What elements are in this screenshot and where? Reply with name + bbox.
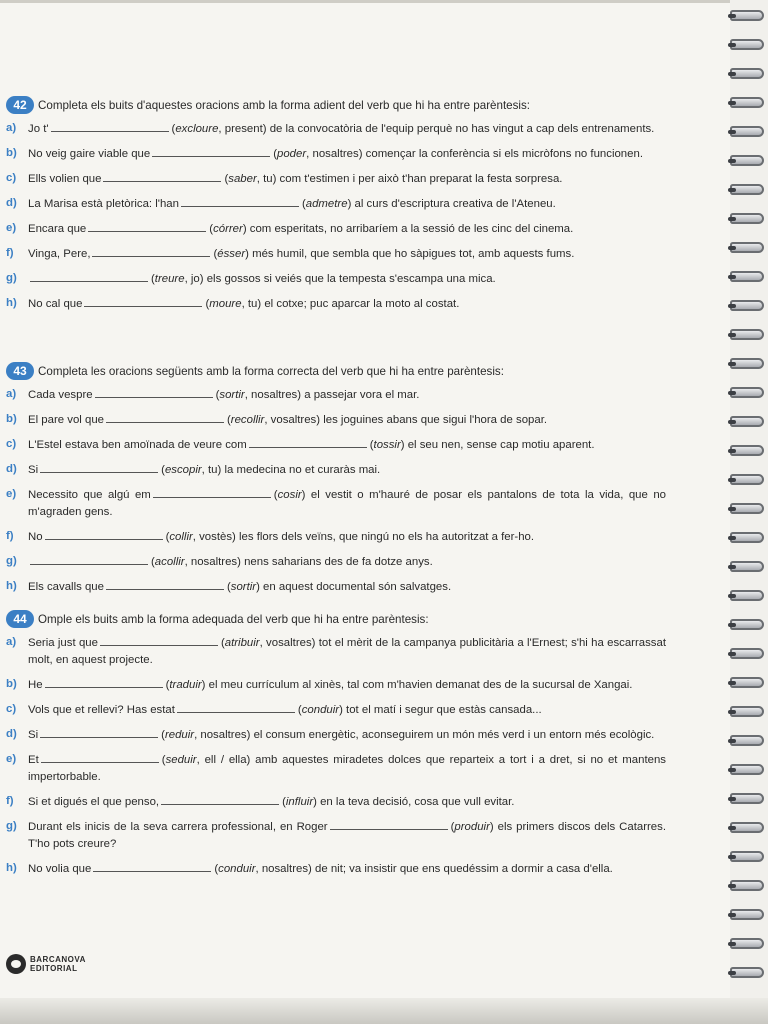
item-text-before: He xyxy=(28,679,43,691)
exercise-item xyxy=(6,461,666,479)
item-verb: produir xyxy=(454,821,490,833)
brand-line-1: BARCANOVA xyxy=(30,955,86,964)
item-verb: moure xyxy=(209,298,242,310)
spiral-ring xyxy=(730,387,764,398)
item-hint: ) xyxy=(201,679,206,691)
exercise-item xyxy=(6,860,666,878)
item-text: Durant els inicis de la seva carrera professional, en Roger (produir) els primers discos dels Catarres. T'ho pots creure? xyxy=(28,818,666,853)
exercise-item xyxy=(6,436,666,454)
item-hint: , nosaltres) xyxy=(255,863,312,875)
spiral-ring xyxy=(730,184,764,195)
item-text-before: Jo t' xyxy=(28,123,49,135)
spiral-binding xyxy=(728,0,768,1000)
item-text-after: les joguines abans que sigui l'hora de sopar. xyxy=(320,414,548,426)
item-hint: ) xyxy=(347,198,352,210)
item-text-before: La Marisa està pletòrica: l'han xyxy=(28,198,179,210)
item-text-after: al curs d'escriptura creativa de l'Ateneu. xyxy=(351,198,556,210)
item-letter: d) xyxy=(6,463,17,475)
answer-blank[interactable] xyxy=(152,145,270,157)
answer-blank[interactable] xyxy=(30,553,148,565)
spiral-ring xyxy=(730,851,764,862)
item-text-after: de nit; va insistir que ens quedéssim a dormir a casa d'ella. xyxy=(311,863,613,875)
item-verb: treure xyxy=(154,273,185,285)
item-verb: atribuir xyxy=(224,637,260,649)
exercise-item xyxy=(6,793,666,811)
item-verb: saber xyxy=(228,173,257,185)
spiral-ring xyxy=(730,329,764,340)
item-letter: g) xyxy=(6,820,17,832)
item-letter: a) xyxy=(6,122,17,134)
item-hint: , ell / ella) xyxy=(196,754,251,766)
item-verb: recollir xyxy=(230,414,265,426)
item-text: (acollir, nosaltres) nens saharians des de fa dotze anys. xyxy=(28,553,666,571)
item-text: (treure, jo) els gossos si veiés que la tempesta s'escampa una mica. xyxy=(28,270,666,288)
answer-blank[interactable] xyxy=(106,411,224,423)
barcanova-logo-icon xyxy=(6,954,26,974)
item-text-after: de la convocatòria de l'equip perquè no has vingut a cap dels entrenaments. xyxy=(266,123,655,135)
item-text: Els cavalls que (sortir) en aquest documental són salvatges. xyxy=(28,578,666,596)
exercise-item xyxy=(6,528,666,546)
spiral-ring xyxy=(730,619,764,630)
item-hint: , nosaltres) xyxy=(184,556,241,568)
item-verb: traduir xyxy=(169,679,202,691)
exercise-44 xyxy=(6,610,666,885)
item-hint: , tu) xyxy=(256,173,277,185)
item-text: Cada vespre (sortir, nosaltres) a passejar vora el mar. xyxy=(28,386,666,404)
item-text-before: Et xyxy=(28,754,39,766)
item-hint: , nosaltres) xyxy=(194,729,251,741)
item-verb: admetre xyxy=(305,198,348,210)
spiral-ring xyxy=(730,242,764,253)
item-text: Vinga, Pere, (ésser) més humil, que sembla que ho sàpigues tot, amb aquests fums. xyxy=(28,245,666,263)
exercise-item xyxy=(6,726,666,744)
item-letter: d) xyxy=(6,197,17,209)
item-letter: e) xyxy=(6,753,17,765)
item-text-before: Necessito que algú em xyxy=(28,489,151,501)
exercise-number-badge: 44 xyxy=(6,610,34,628)
item-verb: escopir xyxy=(164,464,202,476)
item-text-after: a passejar vora el mar. xyxy=(301,389,420,401)
item-letter: g) xyxy=(6,555,17,567)
spiral-ring xyxy=(730,793,764,804)
answer-blank[interactable] xyxy=(330,818,448,830)
item-text-after: com t'estimen i per això t'han preparat la festa sorpresa. xyxy=(276,173,563,185)
item-text-after: en la teva decisió, cosa que vull evitar. xyxy=(316,796,515,808)
item-text: El pare vol que (recollir, vosaltres) les joguines abans que sigui l'hora de sopar. xyxy=(28,411,666,429)
item-letter: h) xyxy=(6,580,17,592)
spiral-ring xyxy=(730,532,764,543)
item-hint: , vosaltres) xyxy=(259,637,316,649)
item-text: Et (seduir, ell / ella) amb aquestes miradetes dolces que reparteix a tort i a dret, si no et mantens impertorbable. xyxy=(28,751,666,786)
item-text-before: Els cavalls que xyxy=(28,581,104,593)
spiral-ring xyxy=(730,155,764,166)
item-verb: sortir xyxy=(219,389,245,401)
item-text-before: No volia que xyxy=(28,863,92,875)
exercise-item xyxy=(6,701,666,719)
item-text-before: Vinga, Pere, xyxy=(28,248,91,260)
answer-blank[interactable] xyxy=(40,461,158,473)
answer-blank[interactable] xyxy=(161,793,279,805)
exercise-item xyxy=(6,270,666,288)
item-text-before: Durant els inicis de la seva carrera professional, en Roger xyxy=(28,821,328,833)
item-letter: b) xyxy=(6,413,17,425)
item-verb: seduir xyxy=(165,754,197,766)
answer-blank[interactable] xyxy=(88,220,206,232)
item-text-after: començar la conferència si els micròfons no funcionen. xyxy=(362,148,643,160)
answer-blank[interactable] xyxy=(95,386,213,398)
spiral-ring xyxy=(730,677,764,688)
item-text: L'Estel estava ben amoïnada de veure com (tossir) el seu nen, sense cap motiu aparent. xyxy=(28,436,666,454)
item-verb: poder xyxy=(277,148,307,160)
item-text-after: el cotxe; puc aparcar la moto al costat. xyxy=(261,298,460,310)
item-text-before: Si xyxy=(28,729,39,741)
item-hint: , tu) xyxy=(241,298,262,310)
item-text: Encara que (córrer) com esperitats, no arribaríem a la sessió de les cinc del cinema. xyxy=(28,220,666,238)
item-letter: a) xyxy=(6,636,17,648)
exercise-item xyxy=(6,386,666,404)
item-letter: f) xyxy=(6,247,14,259)
item-verb: excloure xyxy=(175,123,219,135)
spiral-ring xyxy=(730,822,764,833)
exercise-header xyxy=(6,96,666,114)
answer-blank[interactable] xyxy=(51,120,169,132)
brand-line-2: EDITORIAL xyxy=(30,964,78,973)
item-hint: ) xyxy=(339,704,343,716)
spiral-ring xyxy=(730,10,764,21)
item-verb: tossir xyxy=(373,439,401,451)
item-hint: ) xyxy=(400,439,405,451)
item-hint: , vostès) xyxy=(192,531,236,543)
item-text-before: No veig gaire viable que xyxy=(28,148,151,160)
item-hint: , jo) xyxy=(184,273,204,285)
item-text-after: tot el mèrit de la campanya publicitària a l'Ernest; s'hi ha escarrassat molt, en aquest projecte. xyxy=(28,637,666,666)
exercise-item xyxy=(6,220,666,238)
spiral-ring xyxy=(730,938,764,949)
item-text: Si (reduir, nosaltres) el consum energètic, aconseguirem un món més verd i un entorn més ecològic. xyxy=(28,726,666,744)
publisher-logo xyxy=(6,954,86,974)
item-hint: , tu) xyxy=(201,464,222,476)
exercise-42 xyxy=(6,96,666,320)
item-verb: acollir xyxy=(154,556,185,568)
page-bottom-shadow xyxy=(0,998,768,1024)
answer-blank[interactable] xyxy=(249,436,367,448)
item-letter: f) xyxy=(6,795,14,807)
item-hint: ) xyxy=(242,223,247,235)
exercise-item xyxy=(6,818,666,853)
spiral-ring xyxy=(730,126,764,137)
item-letter: e) xyxy=(6,488,17,500)
spiral-ring xyxy=(730,503,764,514)
item-letter: f) xyxy=(6,530,14,542)
item-hint: ) xyxy=(256,581,260,593)
item-text: No (collir, vostès) les flors dels veïns, que ningú no els ha autoritzat a fer-ho. xyxy=(28,528,666,546)
spiral-ring xyxy=(730,590,764,601)
answer-blank[interactable] xyxy=(41,751,159,763)
item-text-after: més humil, que sembla que ho sàpigues tot, amb aquests fums. xyxy=(248,248,575,260)
item-verb: ésser xyxy=(217,248,246,260)
spiral-ring xyxy=(730,97,764,108)
item-text: Si et digués el que penso, (influir) en la teva decisió, cosa que vull evitar. xyxy=(28,793,666,811)
item-letter: e) xyxy=(6,222,17,234)
exercise-item xyxy=(6,553,666,571)
item-text-before: L'Estel estava ben amoïnada de veure com xyxy=(28,439,247,451)
item-text: Necessito que algú em (cosir) el vestit o m'hauré de posar els pantalons de tota la vida, que no m'agraden gens. xyxy=(28,486,666,521)
exercise-item xyxy=(6,486,666,521)
item-text-after: el consum energètic, aconseguirem un món més verd i un entorn més ecològic. xyxy=(250,729,655,741)
item-letter: c) xyxy=(6,172,17,184)
item-text-after: els gossos si veiés que la tempesta s'escampa una mica. xyxy=(203,273,496,285)
exercise-item xyxy=(6,295,666,313)
item-text-before: No cal que xyxy=(28,298,83,310)
exercise-item xyxy=(6,578,666,596)
item-text: La Marisa està pletòrica: l'han (admetre) al curs d'escriptura creativa de l'Ateneu. xyxy=(28,195,666,213)
answer-blank[interactable] xyxy=(40,726,158,738)
item-verb: conduir xyxy=(218,863,256,875)
exercise-43 xyxy=(6,362,666,603)
answer-blank[interactable] xyxy=(177,701,295,713)
answer-blank[interactable] xyxy=(84,295,202,307)
item-text-before: Encara que xyxy=(28,223,87,235)
item-hint: , nosaltres) xyxy=(244,389,302,401)
page-top-edge xyxy=(0,0,730,3)
spiral-ring xyxy=(730,735,764,746)
item-text: Vols que et rellevi? Has estat (conduir) tot el matí i segur que estàs cansada... xyxy=(28,701,666,719)
item-letter: g) xyxy=(6,272,17,284)
item-verb: conduir xyxy=(301,704,340,716)
item-text: Si (escopir, tu) la medecina no et curaràs mai. xyxy=(28,461,666,479)
item-text: Jo t' (excloure, present) de la convocatòria de l'equip perquè no has vingut a cap dels entrenaments. xyxy=(28,120,666,138)
exercise-item xyxy=(6,634,666,669)
item-text: Seria just que (atribuir, vosaltres) tot el mèrit de la campanya publicitària a l'Ernest; s'hi ha escarrassat molt, en aquest projecte. xyxy=(28,634,666,669)
item-text-before: El pare vol que xyxy=(28,414,104,426)
answer-blank[interactable] xyxy=(103,170,221,182)
item-hint: ) xyxy=(245,248,249,260)
spiral-ring xyxy=(730,39,764,50)
answer-blank[interactable] xyxy=(106,578,224,590)
item-text-after: amb aquestes miradetes dolces que reparteix a tort i a dret, si no et mantens impertorbable. xyxy=(28,754,666,783)
item-letter: c) xyxy=(6,438,17,450)
item-text-before: Vols que et rellevi? Has estat xyxy=(28,704,175,716)
item-text-before: Seria just que xyxy=(28,637,98,649)
item-text-before: Cada vespre xyxy=(28,389,93,401)
spiral-ring xyxy=(730,271,764,282)
exercise-header xyxy=(6,362,666,380)
spiral-ring xyxy=(730,967,764,978)
answer-blank[interactable] xyxy=(92,245,210,257)
exercise-number-badge: 43 xyxy=(6,362,34,380)
item-text-after: el meu currículum al xinès, tal com m'havien demanat des de la sucursal de Xangai. xyxy=(205,679,633,691)
item-verb: reduir xyxy=(164,729,195,741)
item-text: No veig gaire viable que (poder, nosaltres) començar la conferència si els micròfons no funcionen. xyxy=(28,145,666,163)
spiral-ring xyxy=(730,648,764,659)
item-text-before: Ells volien que xyxy=(28,173,102,185)
exercise-instruction: Omple els buits amb la forma adequada del verb que hi ha entre parèntesis: xyxy=(38,612,429,626)
item-text-after: les flors dels veïns, que ningú no els ha autoritzat a fer-ho. xyxy=(235,531,535,543)
spiral-ring xyxy=(730,474,764,485)
item-text-after: nens saharians des de fa dotze anys. xyxy=(240,556,433,568)
item-letter: b) xyxy=(6,147,17,159)
exercise-item xyxy=(6,120,666,138)
spiral-ring xyxy=(730,300,764,311)
answer-blank[interactable] xyxy=(181,195,299,207)
item-letter: h) xyxy=(6,862,17,874)
item-text: No cal que (moure, tu) el cotxe; puc aparcar la moto al costat. xyxy=(28,295,666,313)
spiral-ring xyxy=(730,445,764,456)
exercise-header xyxy=(6,610,666,628)
answer-blank[interactable] xyxy=(45,676,163,688)
spiral-ring xyxy=(730,213,764,224)
item-text-after: com esperitats, no arribaríem a la sessió de les cinc del cinema. xyxy=(246,223,574,235)
spiral-ring xyxy=(730,909,764,920)
exercise-item xyxy=(6,411,666,429)
item-text-before: Si xyxy=(28,464,39,476)
item-hint: , nosaltres) xyxy=(306,148,363,160)
answer-blank[interactable] xyxy=(30,270,148,282)
answer-blank[interactable] xyxy=(93,860,211,872)
item-text-after: la medecina no et curaràs mai. xyxy=(221,464,381,476)
item-letter: d) xyxy=(6,728,17,740)
item-text: He (traduir) el meu currículum al xinès, tal com m'havien demanat des de la sucursal de Xangai. xyxy=(28,676,666,694)
exercise-number-badge: 42 xyxy=(6,96,34,114)
item-verb: collir xyxy=(169,531,193,543)
exercise-item xyxy=(6,751,666,786)
item-text: No volia que (conduir, nosaltres) de nit; va insistir que ens quedéssim a dormir a casa d'ella. xyxy=(28,860,666,878)
item-letter: a) xyxy=(6,388,17,400)
item-letter: b) xyxy=(6,678,17,690)
spiral-ring xyxy=(730,416,764,427)
exercise-item xyxy=(6,145,666,163)
spiral-ring xyxy=(730,68,764,79)
item-text-after: tot el matí i segur que estàs cansada... xyxy=(342,704,542,716)
answer-blank[interactable] xyxy=(45,528,163,540)
item-text-after: el seu nen, sense cap motiu aparent. xyxy=(404,439,595,451)
spiral-ring xyxy=(730,880,764,891)
item-hint: ) xyxy=(313,796,317,808)
spiral-ring xyxy=(730,561,764,572)
exercise-item xyxy=(6,170,666,188)
answer-blank[interactable] xyxy=(100,634,218,646)
spiral-ring xyxy=(730,706,764,717)
item-text-before: No xyxy=(28,531,43,543)
answer-blank[interactable] xyxy=(153,486,271,498)
item-text-after: el vestit o m'hauré de posar els pantalons de tota la vida, que no m'agraden gens. xyxy=(28,489,666,518)
item-hint: , vosaltres) xyxy=(264,414,321,426)
exercise-item xyxy=(6,676,666,694)
exercise-item xyxy=(6,195,666,213)
item-hint: ) xyxy=(301,489,306,501)
spiral-ring xyxy=(730,358,764,369)
item-text: Ells volien que (saber, tu) com t'estimen i per això t'han preparat la festa sorpresa. xyxy=(28,170,666,188)
spiral-ring xyxy=(730,764,764,775)
item-verb: sortir xyxy=(230,581,257,593)
item-verb: córrer xyxy=(213,223,243,235)
item-hint: ) xyxy=(489,821,494,833)
item-hint: , present) xyxy=(218,123,267,135)
item-letter: c) xyxy=(6,703,17,715)
exercise-item xyxy=(6,245,666,263)
item-text-before: Si et digués el que penso, xyxy=(28,796,160,808)
item-letter: h) xyxy=(6,297,17,309)
item-text-after: en aquest documental són salvatges. xyxy=(259,581,452,593)
item-text-after: els primers discos dels Catarres. T'ho pots creure? xyxy=(28,821,666,850)
item-verb: cosir xyxy=(277,489,302,501)
exercise-instruction: Completa els buits d'aquestes oracions amb la forma adient del verb que hi ha entre parèntesis: xyxy=(38,98,531,112)
exercise-instruction: Completa les oracions següents amb la forma correcta del verb que hi ha entre parèntesis: xyxy=(38,364,504,378)
item-verb: influir xyxy=(285,796,314,808)
